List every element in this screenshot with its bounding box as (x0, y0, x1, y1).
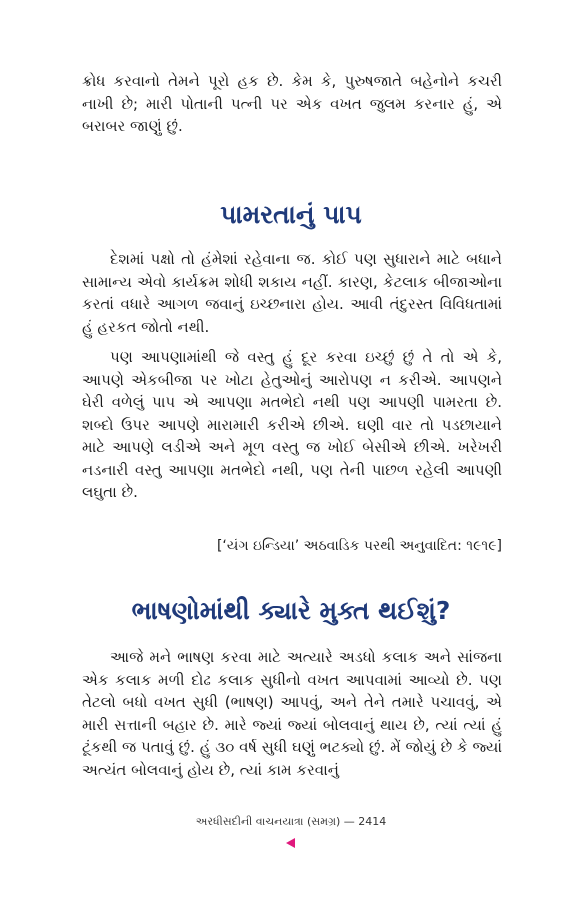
source-citation: [‘યંગ ઇન્ડિયા’ અઠવાડિક પરથી અનુવાદિત: ૧૯૧૯] (216, 538, 502, 554)
page-footer: અરધીસદીની વાચનયાત્રા (સમગ્ર) — 2414 (195, 815, 387, 828)
section2-paragraph-1: આજે મને ભાષણ કરવા માટે અત્યારે અડધો કલાક અને સાંજના એક કલાક મળી દોઢ કલાક સુધીનો વખત આપવામાં આવ્યો છે. પણ તેટલો બધો વખત સુધી (ભાષણ) આપવું, અને તેને તમારે પચાવવું, એ મારી સત્તાની બહાર છે. મારે જ્યાં જ્યાં બોલવાનું થાય છે, ત્યાં ત્યાં હું ટૂંકથી જ પતાવું છું. હું ૩૦ વર્ષ સુધી ઘણું ભટક્યો છું. મેં જોયું છે કે જ્યાં અત્યંત બોલવાનું હોય છે, ત્યાં કામ કરવાનું (82, 648, 502, 779)
section-title-bhashano: ભાષણોમાંથી ક્યારે મુક્ત થઈશું? (131, 596, 451, 625)
section1-paragraph-2: પણ આપણામાંથી જે વસ્તુ હું દૂર કરવા ઇચ્છું છું તે તો એ કે, આપણે એકબીજા પર ખોટા હેતુઓનું આરોપણ ન કરીએ. આપણને ઘેરી વળેલું પાપ એ આપણા મતભેદો નથી પણ આપણી પામરતા છે. શબ્દો ઉપર આપણે મારામારી કરીએ છીએ. ઘણી વાર તો પડછાયાને માટે આપણે લડીએ અને મૂળ વસ્તુ જ ખોઈ બેસીએ છીએ. ખરેખરી નડનારી વસ્તુ આપણા મતભેદો નથી, પણ તેની પાછળ રહેલી આપણી લઘુતા છે. (82, 348, 502, 501)
section-title-pamarta: પામરતાનું પાપ (220, 200, 362, 229)
section1-paragraph-1: દેશમાં પક્ષો તો હંમેશાં રહેવાના જ. કોઈ પણ સુધારાને માટે બધાને સામાન્ય એવો કાર્યક્રમ શોધી શકાય નહીં. કારણ, કેટલાક બીજાઓના કરતાં વધારે આગળ જવાનું ઇચ્છનારા હોય. આવી તંદુરસ્ત વિવિધતામાં હું હરકત જોતો નથી. (82, 250, 502, 336)
paragraph-continued: ક્રોધ કરવાનો તેમને પૂરો હક છે. કેમ કે, પુરુષજાતે બહેનોને કચરી નાખી છે; મારી પોતાની પત્ની પર એક વખત જુલમ કરનાર હું, એ બરાબર જાણું છું. (82, 72, 502, 135)
left-arrow-icon[interactable] (286, 838, 295, 848)
